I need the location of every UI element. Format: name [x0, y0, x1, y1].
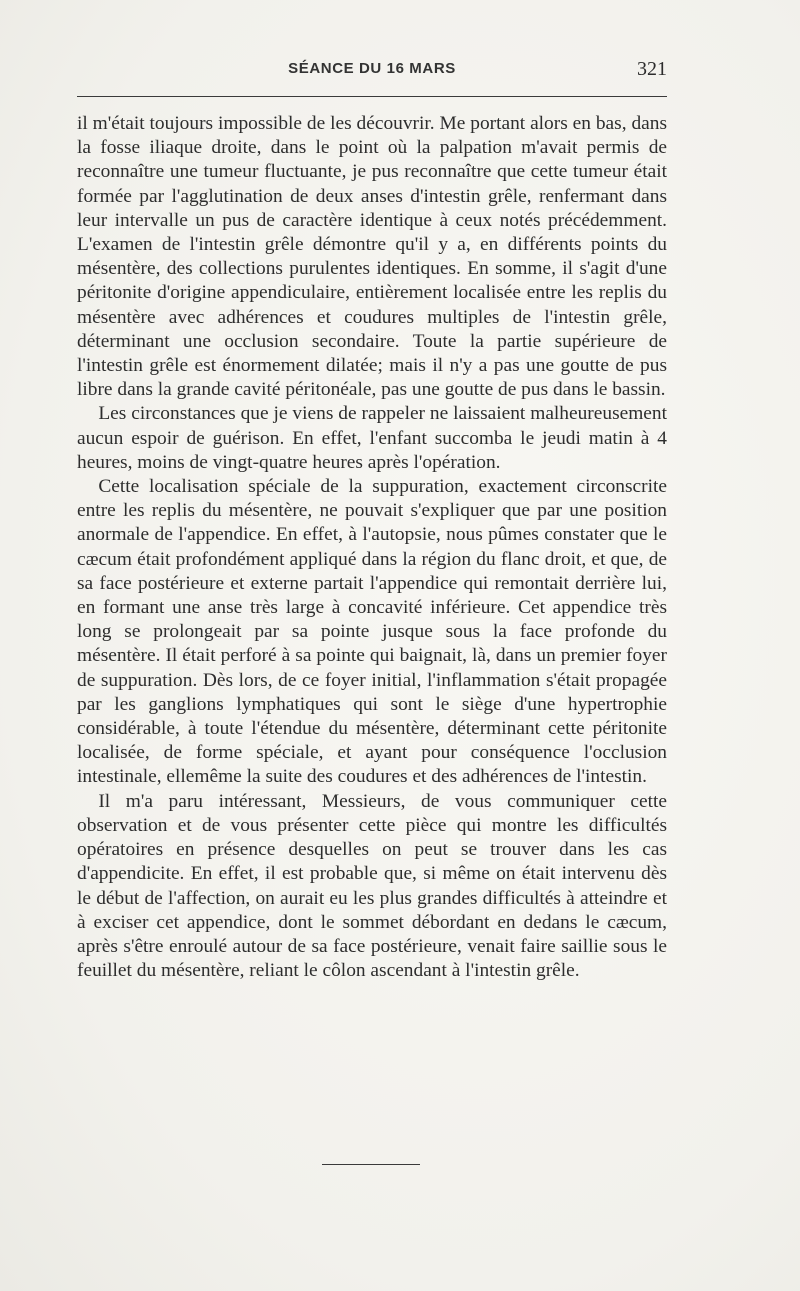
- paragraph: Cette localisation spéciale de la suppuration, exactement circonscrite entre les replis du mésentère, ne pouvait s'expliquer que par une position anormale de l'appendice. En effet, à l'autopsie, nous pûmes constater que le cæcum était profondément appliqué dans la région du flanc droit, et que, de sa face postérieure et externe partait l'appendice qui remontait derrière lui, en formant une anse très large à concavité inférieure. Cet appendice très long se prolongeait par sa pointe jusque sous la face profonde du mésentère. Il était perforé à sa pointe qui baignait, là, dans un premier foyer de suppuration. Dès lors, de ce foyer initial, l'inflammation s'était propagée par les ganglions lymphatiques qui sont le siège d'une hypertrophie considérable, à toute l'étendue du mésentère, déterminant cette péritonite localisée, de forme spéciale, et ayant pour conséquence l'occlusion intestinale, ellemême la suite des coudures et des adhérences de l'intestin.: [77, 476, 667, 788]
- body-text: [77, 112, 667, 983]
- paragraph: Il m'a paru intéressant, Messieurs, de vous communiquer cette observation et de vous présenter cette pièce qui montre les difficultés opératoires en présence desquelles on peut se trouver dans les cas d'appendicite. En effet, il est probable que, si même on était intervenu dès le début de l'affection, on aurait eu les plus grandes difficultés à atteindre et à exciser cet appendice, dont le sommet débordant en dedans le cæcum, après s'être enroulé autour de sa face postérieure, venait faire saillie sous le feuillet du mésentère, reliant le côlon ascendant à l'intestin grêle.: [77, 790, 667, 982]
- running-title: SÉANCE DU 16 MARS: [288, 60, 456, 77]
- page-number: 321: [637, 58, 667, 80]
- end-rule: [322, 1164, 420, 1165]
- running-head: [77, 58, 667, 82]
- paragraph: il m'était toujours impossible de les découvrir. Me portant alors en bas, dans la fosse iliaque droite, dans le point où la palpation m'avait permis de reconnaître une tumeur fluctuante, je pus reconnaître que cette tumeur était formée par l'agglutination de deux anses d'intestin grêle, renfermant dans leur intervalle un pus de caractère identique à ceux notés précédemment. L'examen de l'intestin grêle démontre qu'il y a, en différents points du mésentère, des collections purulentes identiques. En somme, il s'agit d'une péritonite d'origine appendiculaire, entièrement localisée entre les replis du mésentère avec adhérences et coudures multiples de l'intestin grêle, déterminant une occlusion secondaire. Toute la partie supérieure de l'intestin grêle est énormement dilatée; mais il n'y a pas une goutte de pus libre dans la grande cavité péritonéale, pas une goutte de pus dans le bassin.: [77, 113, 667, 401]
- header-rule: [77, 96, 667, 97]
- paragraph: Les circonstances que je viens de rappeler ne laissaient malheureusement aucun espoir de guérison. En effet, l'enfant succomba le jeudi matin à 4 heures, moins de vingt-quatre heures après l'opération.: [77, 403, 667, 473]
